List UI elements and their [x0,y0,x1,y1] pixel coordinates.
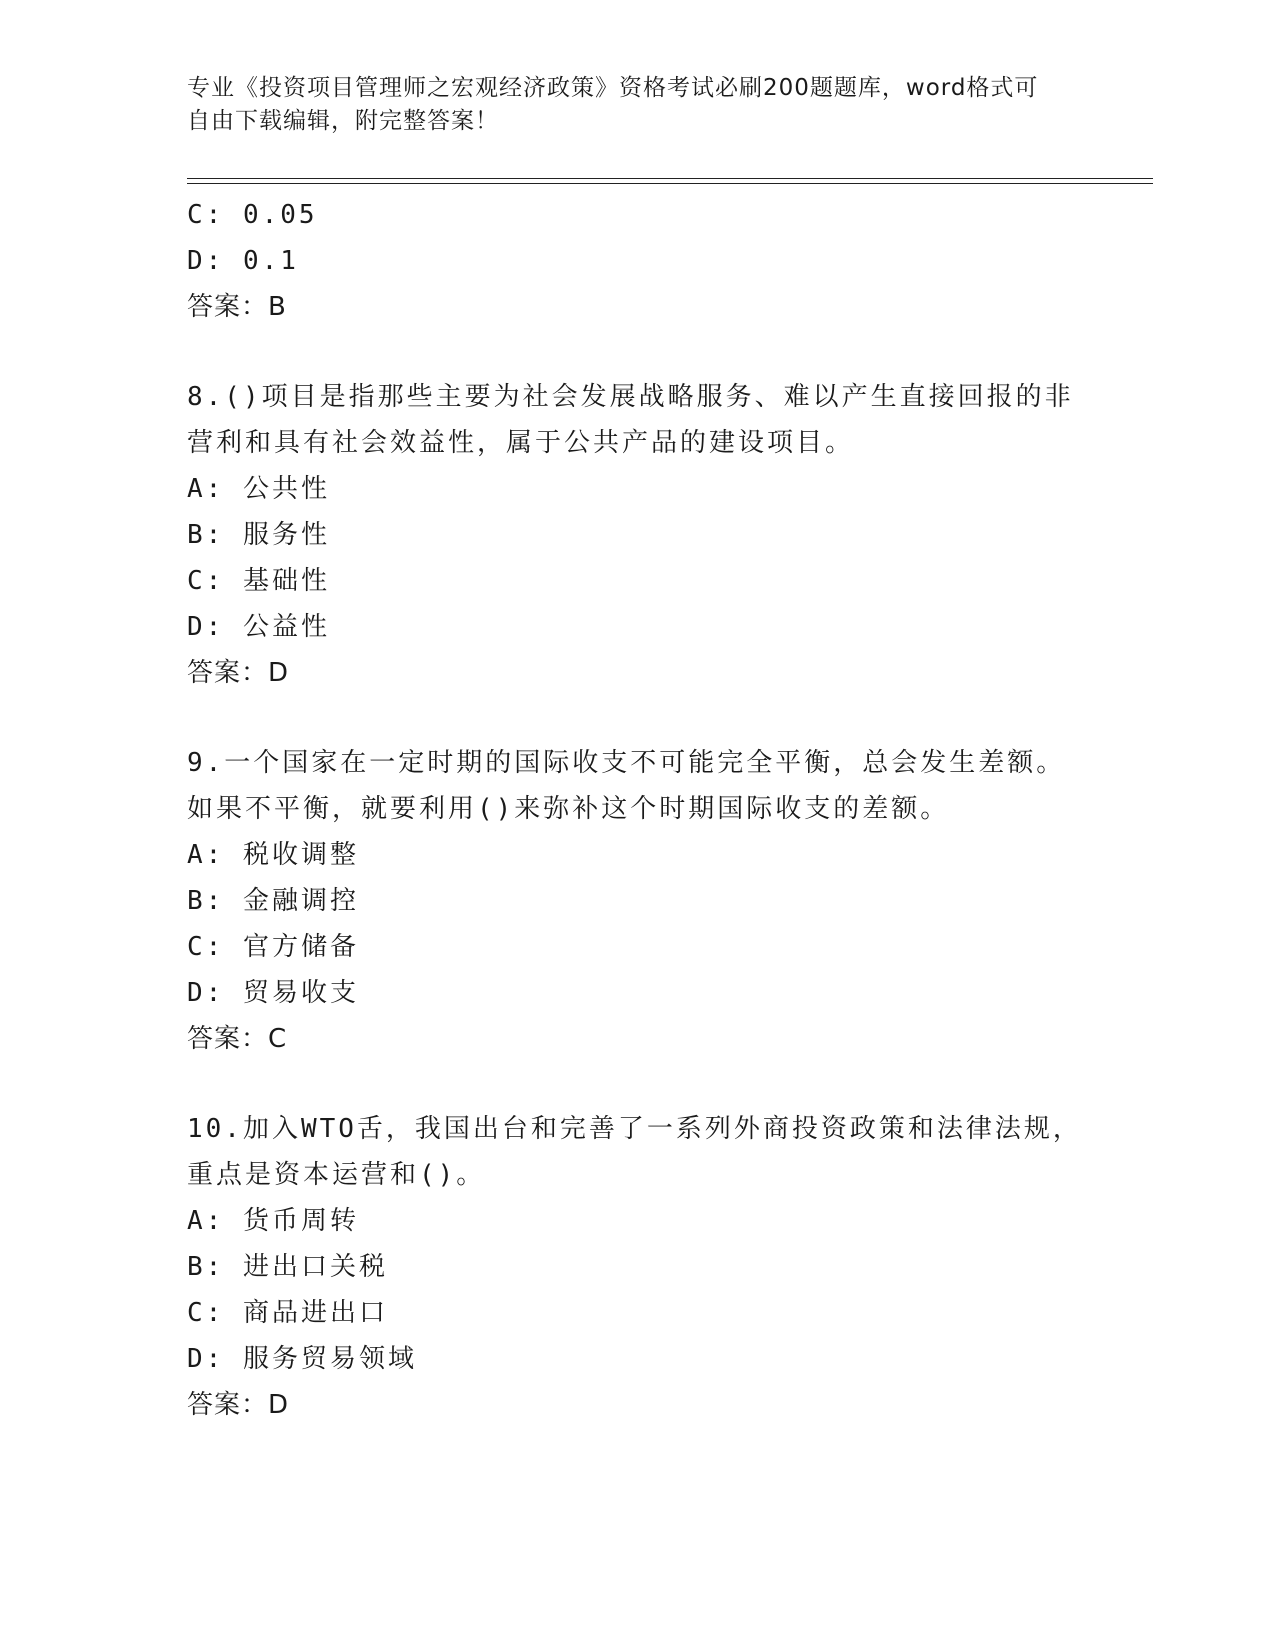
question-stem-line: 营利和具有社会效益性，属于公共产品的建设项目。 [187,428,855,458]
question-stem-line: 8.()项目是指那些主要为社会发展战略服务、难以产生直接回报的非 [187,382,1074,412]
option-a: A: 税收调整 [187,840,359,870]
answer-line: 答案：C [187,1024,288,1054]
option-a: A: 公共性 [187,474,330,504]
option-b: B: 服务性 [187,520,330,550]
question-9 [187,740,1087,1062]
document-body [187,192,1087,1428]
answer-line: 答案：D [187,1390,290,1420]
option-d: D: 服务贸易领域 [187,1344,417,1374]
option-c: C: 官方储备 [187,932,359,962]
option-c: C: 商品进出口 [187,1298,388,1328]
option-c: C: 基础性 [187,566,330,596]
question-stem-line: 10.加入WTO舌，我国出台和完善了一系列外商投资政策和法律法规， [187,1114,1082,1144]
header-line-2: 自由下载编辑，附完整答案！ [187,108,499,134]
option-d: D: 0.1 [187,246,299,276]
question-10 [187,1106,1087,1428]
question-8 [187,374,1087,696]
option-d: D: 贸易收支 [187,978,359,1008]
option-b: B: 金融调控 [187,886,359,916]
header-divider-bottom [187,183,1153,184]
option-a: A: 货币周转 [187,1206,359,1236]
option-c: C: 0.05 [187,200,318,230]
document-header [187,72,1067,138]
question-stem-line: 9.一个国家在一定时期的国际收支不可能完全平衡，总会发生差额。 [187,748,1066,778]
question-stem-line: 重点是资本运营和()。 [187,1160,486,1190]
answer-line: 答案：D [187,658,290,688]
question-stem-line: 如果不平衡，就要利用()来弥补这个时期国际收支的差额。 [187,794,950,824]
option-b: B: 进出口关税 [187,1252,388,1282]
header-line-1: 专业《投资项目管理师之宏观经济政策》资格考试必刷200题题库，word格式可 [187,75,1039,101]
option-d: D: 公益性 [187,612,330,642]
question-7-tail [187,192,1087,330]
header-divider-top [187,178,1153,179]
answer-line: 答案：B [187,292,287,322]
